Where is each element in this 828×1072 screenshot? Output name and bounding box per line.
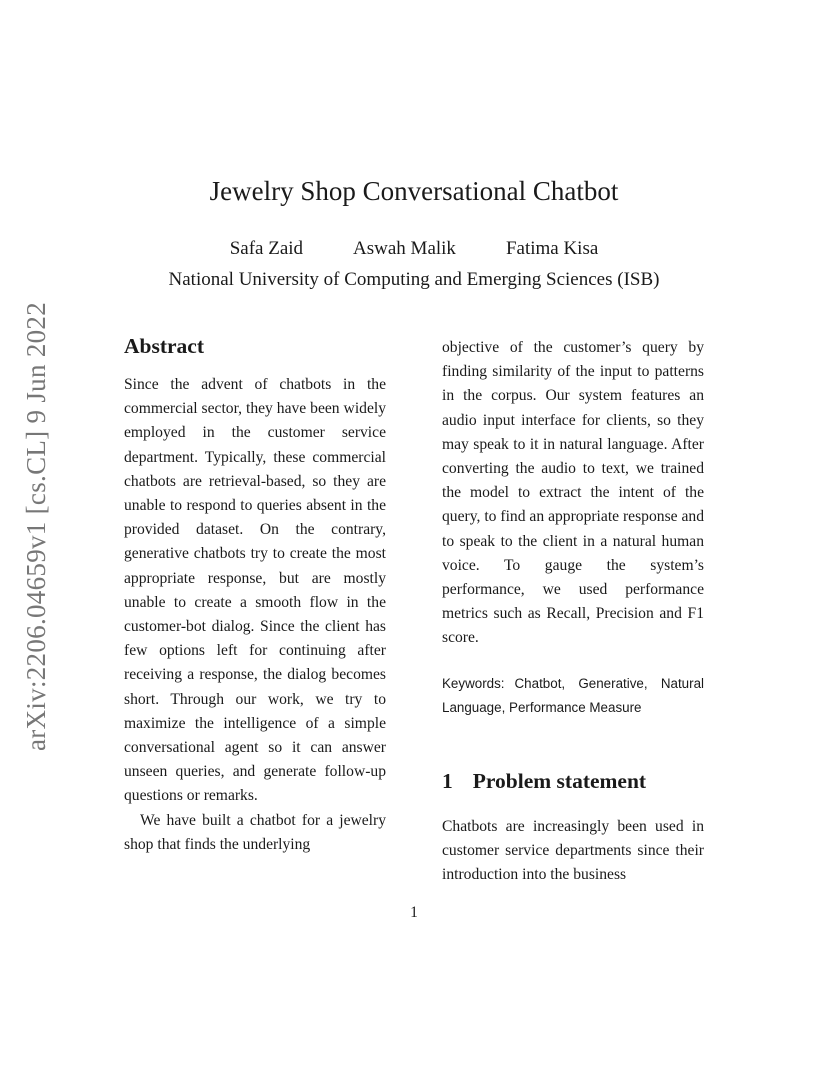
arxiv-identifier-text: arXiv:2206.04659v1 [cs.CL] 9 Jun 2022 [21,301,52,751]
affiliation: National University of Computing and Emerging Sciences (ISB) [168,269,660,290]
author-list [0,238,828,260]
abstract-paragraph: Since the advent of chatbots in the commercial sector, they have been widely employed in the customer service department. Typically, these commercial chatbots are retrieval-based, so they are unable to respond to queries absent in the provided dataset. On the contrary, generative chatbots try to create the most appropriate response, but are mostly unable to create a smooth flow in the customer-bot dialog. Since the client has few options left for continuing after receiving a response, the dialog becomes short. Through our work, we try to maximize the intelligence of a simple conversational agent so it can answer unseen queries, and generate follow-up questions or remarks. [124,376,386,805]
section-title: Problem statement [472,768,647,793]
paper-title: Jewelry Shop Conversational Chatbot [209,176,619,206]
author-name: Safa Zaid [229,238,304,259]
author-name: Aswah Malik [353,238,456,259]
section-paragraph: Chatbots are increasingly been used in customer service departments since their introduction into the business [442,817,704,884]
section-number: 1 [442,768,453,793]
author-name: Fatima Kisa [505,238,599,259]
keywords-label: Keywords: [442,675,505,691]
section-heading [442,768,704,794]
abstract-heading: Abstract [124,334,205,358]
page-number: 1 [410,904,418,921]
left-column [124,333,386,857]
arxiv-identifier [14,296,60,756]
keywords-text: Chatbot, Generative, Natural Language, Performance Measure [442,675,704,715]
right-column [442,336,704,887]
abstract-paragraph: We have built a chatbot for a jewelry shop that finds the underlying [124,811,386,853]
keywords [442,672,704,720]
abstract-paragraph-continued: objective of the customer’s query by finding similarity of the input to patterns in the corpus. Our system features an audio input interface for clients, so they may speak to it in natural language. After converting the audio to text, we trained the model to extract the intent of the query, to find an appropriate response and to speak to the client in a natural human voice. To gauge the system’s performance, we used performance metrics such as Recall, Precision and F1 score. [442,339,704,647]
